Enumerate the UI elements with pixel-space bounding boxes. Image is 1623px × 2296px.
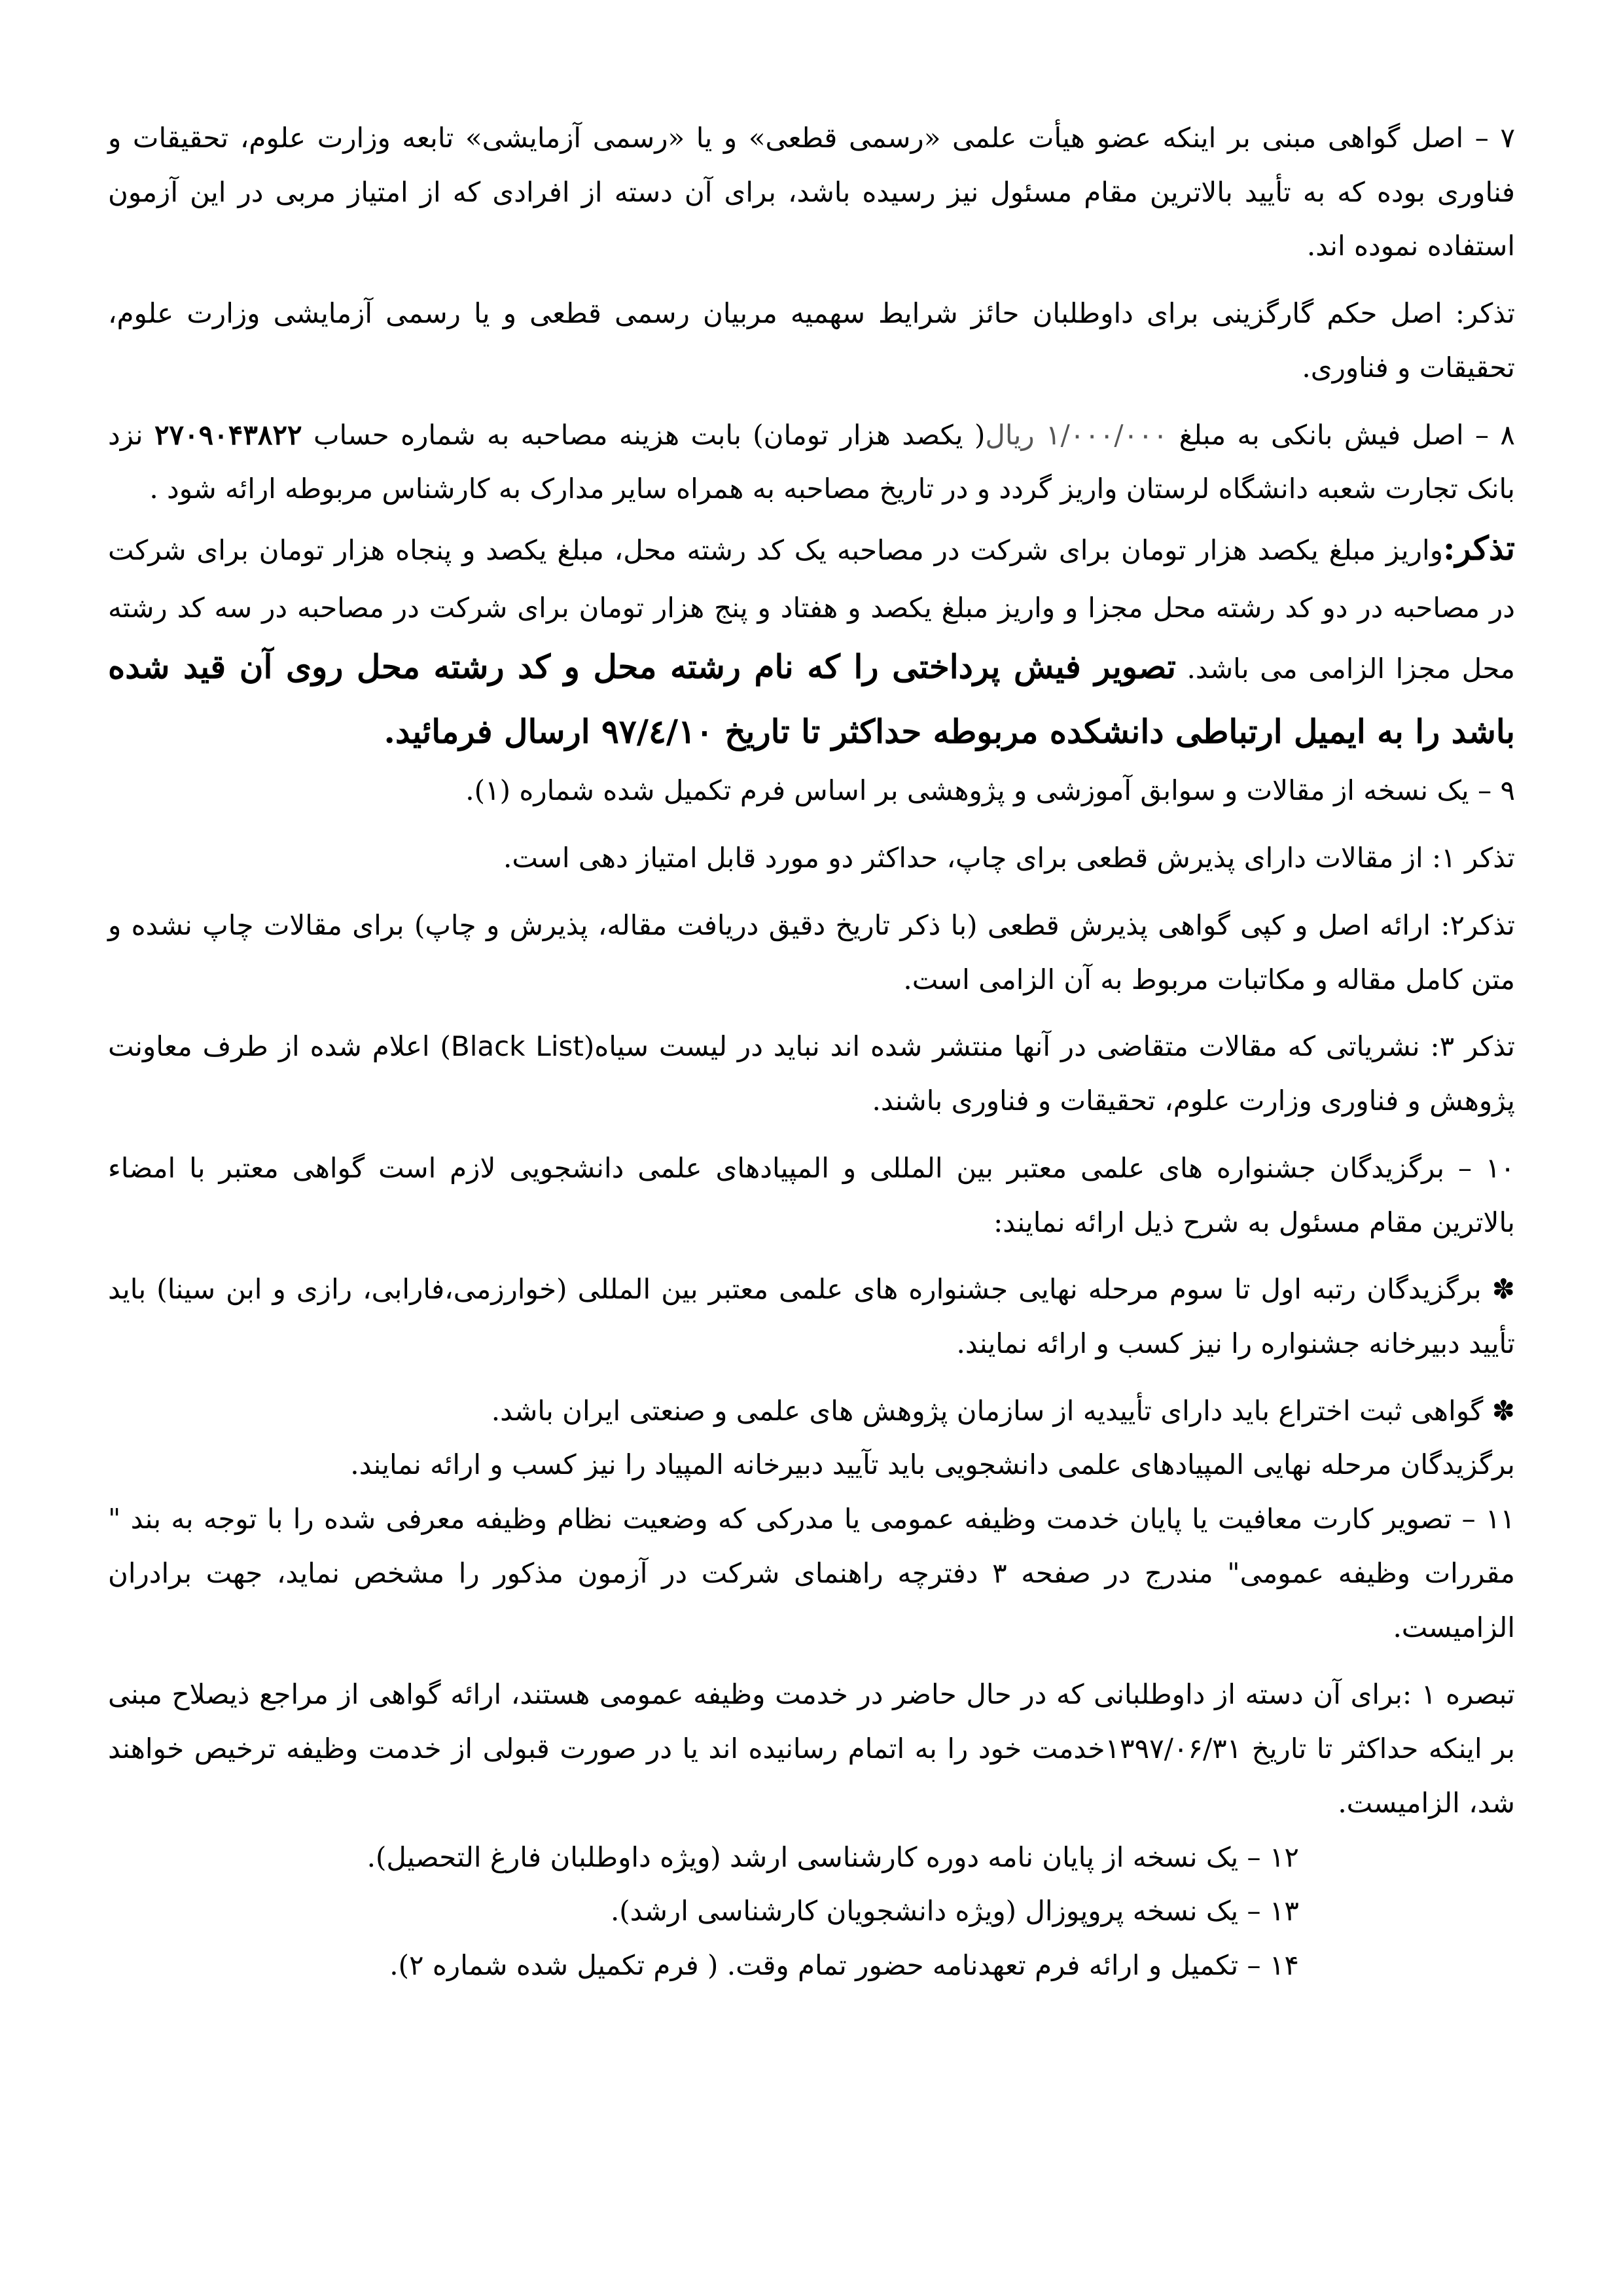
note-11: تبصره ۱ :برای آن دسته از داوطلبانی که در حال حاضر در خدمت وظیفه عمومی هستند، ارائه گواهی از مراجع ذیصلاح مبنی بر اینکه حداکثر تا تاریخ ۱۳۹۷/۰۶/۳۱خدمت خود را به اتمام رسانیده اند یا در صورت قبولی از خدمت وظیفه ترخیص خواهند شد، الزامیست. bbox=[108, 1678, 1515, 1819]
item-14: ۱۴ – تکمیل و ارائه فرم تعهدنامه حضور تمام وقت. ( فرم تکمیل شده شماره ۲). bbox=[389, 1949, 1299, 1982]
item-8-text-b: ( یکصد هزار تومان) بابت هزینه مصاحبه به شماره حساب bbox=[313, 418, 986, 451]
item-8-text-c: نزد بانک تجارت شعبه دانشگاه لرستان واریز گردد و در تاریخ مصاحبه به همراه سایر مدارک به کارشناس مربوطه ارائه شود . bbox=[108, 418, 1515, 505]
note-9-3 bbox=[108, 1020, 1515, 1128]
olympiad-note: برگزیدگان مرحله نهایی المپیادهای علمی دانشجویی باید تآیید دبیرخانه المپیاد را نیز کسب و ارائه نمایند. bbox=[350, 1448, 1515, 1481]
note-8-text: واریز مبلغ یکصد هزار تومان برای شرکت در مصاحبه یک کد رشته محل، مبلغ یکصد و پنجاه هزار تومان برای شرکت در مصاحبه در دو کد رشته محل مجزا و واریز مبلغ یکصد و هفتاد و پنج هزار تومان برای شرکت در مصاحبه در سه کد رشته محل مجزا الزامی می باشد. bbox=[108, 534, 1515, 685]
item-8-amount: ۱/۰۰۰/۰۰۰ ریال bbox=[985, 418, 1168, 451]
item-12: ۱۲ – یک نسخه از پایان نامه دوره کارشناسی ارشد (ویژه داوطلبان فارغ التحصیل). bbox=[366, 1840, 1299, 1873]
note-9-1: تذکر ۱: از مقالات دارای پذیرش قطعی برای چاپ، حداکثر دو مورد قابل امتیاز دهی است. bbox=[503, 842, 1515, 874]
item-8 bbox=[108, 408, 1515, 516]
note-8-bold-instruction: تصویر فیش پرداختی را که نام رشته محل و کد رشته محل روی آن قید شده باشد را به ایمیل ارتباطی دانشکده مربوطه حداکثر تا تاریخ ۹۷/٤/۱۰ ارسال فرمائید. bbox=[108, 647, 1515, 751]
item-7: ۷ – اصل گواهی مبنی بر اینکه عضو هیأت علمی «رسمی قطعی» و یا «رسمی آزمایشی» تابعه وزارت علوم، تحقیقات و فناوری بوده که به تأیید بالاترین مقام مسئول نیز رسیده باشد، برای آن دسته از افرادی که از امتیاز مربی در این آزمون استفاده نموده اند. bbox=[108, 122, 1515, 262]
asterisk-bullet-icon: ✽ bbox=[1491, 1394, 1515, 1427]
note-7: تذکر: اصل حکم گارگزینی برای داوطلبان حائز شرایط سهمیه مربیان رسمی قطعی و یا رسمی آزمایشی وزارت علوم، تحقیقات و فناوری. bbox=[108, 297, 1515, 384]
asterisk-bullet-icon: ✽ bbox=[1491, 1273, 1515, 1306]
item-8-account-number: ۲۷۰۹۰۴۳۸۲۲ bbox=[154, 418, 302, 451]
item-10: ۱۰ – برگزیدگان جشنواره های علمی معتبر بین المللی و المپیادهای علمی دانشجویی لازم است گواهی معتبر با امضاء بالاترین مقام مسئول به شرح ذیل ارائه نمایند: bbox=[108, 1151, 1515, 1238]
document-page bbox=[108, 111, 1515, 1993]
note-8-label: تذکر: bbox=[1442, 529, 1515, 568]
note-9-3-black-list: Black List bbox=[450, 1030, 584, 1063]
note-9-2: تذکر۲: ارائه اصل و کپی گواهی پذیرش قطعی (با ذکر تاریخ دقیق دریافت مقاله، پذیرش و چاپ) برای مقالات چاپ نشده و متن کامل مقاله و مکاتبات مربوط به آن الزامی است. bbox=[108, 908, 1515, 996]
bullet-1-text: برگزیدگان رتبه اول تا سوم مرحله نهایی جشنواره های علمی معتبر بین المللی (خوارزمی،فارابی، رازی و ابن سینا) باید تأیید دبیرخانه جشنواره را نیز کسب و ارائه نمایند. bbox=[108, 1273, 1515, 1359]
bullet-1 bbox=[108, 1263, 1515, 1371]
note-8 bbox=[108, 516, 1515, 764]
note-9-3-text-a: تذکر ۳: نشریاتی که مقالات متقاضی در آنها منتشر شده اند نباید در لیست سیاه( bbox=[583, 1030, 1515, 1063]
item-8-text-a: ۸ – اصل فیش بانکی به مبلغ bbox=[1179, 418, 1515, 451]
item-9: ۹ – یک نسخه از مقالات و سوابق آموزشی و پژوهشی بر اساس فرم تکمیل شده شماره (۱). bbox=[465, 774, 1515, 807]
item-13: ۱۳ – یک نسخه پروپوزال (ویژه دانشجویان کارشناسی ارشد). bbox=[610, 1895, 1299, 1928]
note-9-3-text-b: ) اعلام شده از طرف معاونت پژوهش و فناوری وزارت علوم، تحقیقات و فناوری باشند. bbox=[108, 1030, 1515, 1117]
bullet-2 bbox=[108, 1384, 1515, 1439]
bullet-2-text: گواهی ثبت اختراع باید دارای تأییدیه از سازمان پژوهش های علمی و صنعتی ایران باشد. bbox=[491, 1394, 1484, 1427]
item-11: ۱۱ – تصویر کارت معافیت یا پایان خدمت وظیفه عمومی یا مدرکی که وضعیت نظام وظیفه معرفی شده را با توجه به بند " مقررات وظیفه عمومی" مندرج در صفحه ۳ دفترچه راهنمای شرکت در آزمون مذکور را مشخص نماید، جهت برادران الزامیست. bbox=[108, 1503, 1515, 1643]
